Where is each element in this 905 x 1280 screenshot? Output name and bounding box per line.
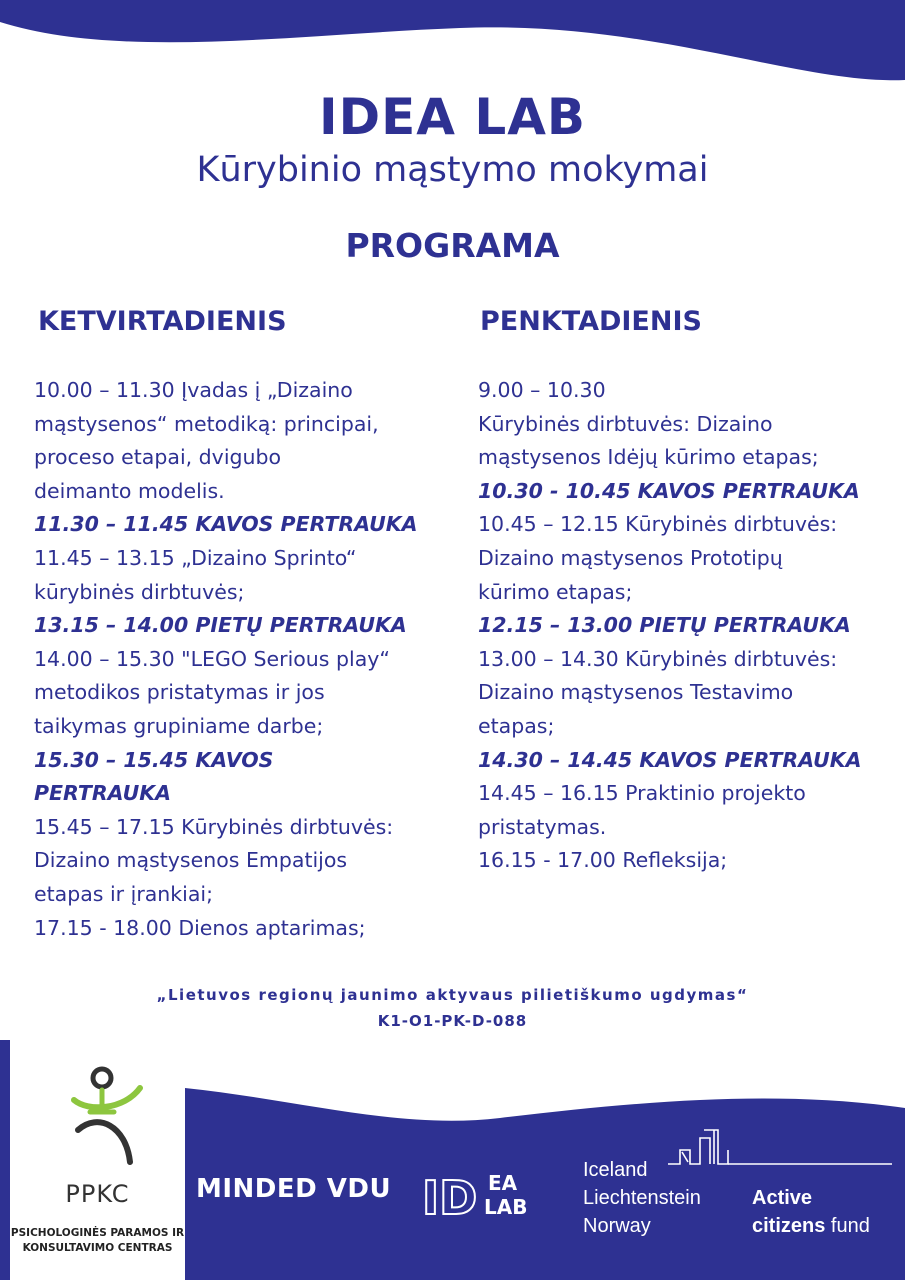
schedule-line: 14.00 – 15.30 "LEGO Serious play“ <box>34 646 391 671</box>
schedule-line: taikymas grupiniame darbe; <box>34 713 324 738</box>
schedule-line: 17.15 - 18.00 Dienos aptarimas; <box>34 915 366 940</box>
schedule-line: kūrybinės dirbtuvės; <box>34 579 245 604</box>
page-title: IDEA LAB <box>318 88 587 146</box>
project-code: K1-O1-PK-D-088 <box>377 1012 528 1030</box>
active-citizens-fund-logo <box>752 1184 870 1240</box>
schedule-break-line: 14.30 – 14.45 KAVOS PERTRAUKA <box>478 747 862 772</box>
day-heading-thursday: KETVIRTADIENIS <box>38 306 287 337</box>
idealab-logo-ea: EA <box>488 1171 518 1195</box>
schedule-thursday <box>34 374 464 945</box>
schedule-line: pristatymas. <box>478 814 607 839</box>
schedule-line: 13.00 – 14.30 Kūrybinės dirbtuvės: <box>478 646 838 671</box>
schedule-break-line: 12.15 – 13.00 PIETŲ PERTRAUKA <box>478 613 851 638</box>
fund-country-iceland: Iceland <box>583 1159 648 1181</box>
ppkc-full-name <box>0 1226 195 1256</box>
schedule-line: 16.15 - 17.00 Refleksija; <box>478 848 728 873</box>
ppkc-abbreviation: PPKC <box>65 1180 130 1208</box>
idealab-logo-lab: LAB <box>484 1195 528 1219</box>
schedule-line: Dizaino mąstysenos Prototipų <box>478 545 783 570</box>
schedule-line: etapas ir įrankiai; <box>34 881 214 906</box>
fund-citizens: citizens <box>752 1215 826 1237</box>
schedule-line: mąstysenos Idėjų kūrimo etapas; <box>478 445 819 470</box>
schedule-line: mąstysenos“ metodiką: principai, <box>34 411 379 436</box>
schedule-line: 10.45 – 12.15 Kūrybinės dirbtuvės: <box>478 512 838 537</box>
ppkc-full-line2: KONSULTAVIMO CENTRAS <box>22 1242 173 1254</box>
schedule-line: deimanto modelis. <box>34 478 225 503</box>
schedule-line: 11.45 – 13.15 „Dizaino Sprinto“ <box>34 545 357 570</box>
schedule-line: 10.00 – 11.30 Įvadas į „Dizaino <box>34 378 353 402</box>
schedule-line: Dizaino mąstysenos Empatijos <box>34 848 348 873</box>
schedule-line: Dizaino mąstysenos Testavimo <box>478 680 794 705</box>
fund-word: fund <box>830 1215 870 1237</box>
fund-active: Active <box>752 1187 813 1209</box>
ppkc-full-line1: PSICHOLOGINĖS PARAMOS IR <box>10 1227 185 1239</box>
schedule-break-line: 13.15 – 14.00 PIETŲ PERTRAUKA <box>34 613 407 638</box>
schedule-friday <box>478 374 898 878</box>
schedule-line: metodikos pristatymas ir jos <box>34 680 325 705</box>
day-heading-friday: PENKTADIENIS <box>480 306 702 337</box>
schedule-break-line: PERTRAUKA <box>34 781 172 806</box>
project-name: „Lietuvos regionų jaunimo aktyvaus pilietiškumo ugdymas“ <box>156 986 749 1004</box>
fund-country-liechtenstein: Liechtenstein <box>583 1187 701 1209</box>
fund-countries <box>583 1156 701 1240</box>
top-wave-decoration <box>0 0 905 90</box>
schedule-break-line: 11.30 – 11.45 KAVOS PERTRAUKA <box>34 512 418 537</box>
idealab-logo-id: ID <box>422 1171 478 1222</box>
minded-vdu-logo: MINDED VDU <box>196 1174 392 1204</box>
fund-country-norway: Norway <box>583 1215 651 1237</box>
schedule-line: 9.00 – 10.30 <box>478 378 606 402</box>
eea-grants-skyline-icon <box>668 1128 892 1168</box>
schedule-line: etapas; <box>478 713 555 738</box>
ppkc-figure-icon <box>68 1060 152 1170</box>
schedule-line: proceso etapai, dvigubo <box>34 445 282 470</box>
schedule-break-line: 10.30 - 10.45 KAVOS PERTRAUKA <box>478 478 860 503</box>
schedule-line: 15.45 – 17.15 Kūrybinės dirbtuvės: <box>34 814 394 839</box>
page-subtitle: Kūrybinio mąstymo mokymai <box>196 150 709 190</box>
schedule-line: kūrimo etapas; <box>478 579 633 604</box>
idealab-logo-icon <box>422 1166 537 1222</box>
schedule-line: Kūrybinės dirbtuvės: Dizaino <box>478 411 773 436</box>
schedule-line: 14.45 – 16.15 Praktinio projekto <box>478 781 806 806</box>
schedule-break-line: 15.30 – 15.45 KAVOS <box>34 747 274 772</box>
program-heading: PROGRAMA <box>345 226 560 265</box>
